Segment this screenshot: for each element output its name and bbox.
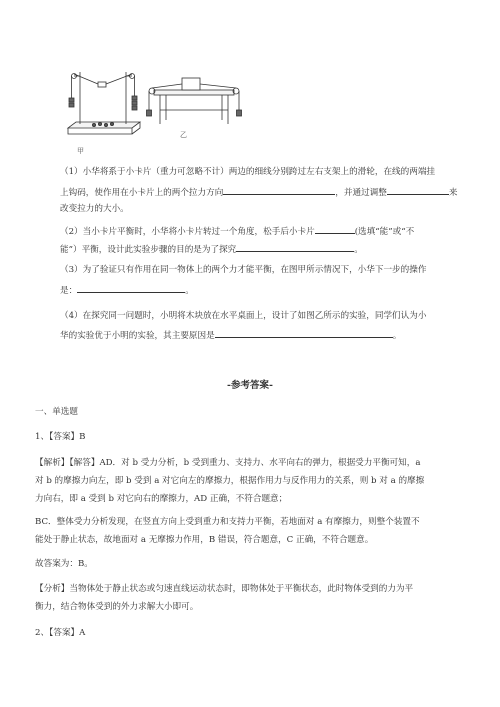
q3-line1: （3）为了验证只有作用在同一物体上的两个力才能平衡，在图甲所示情况下，小华下一步的操作 bbox=[60, 265, 427, 275]
q1-line3: 改变拉力的大小。 bbox=[60, 204, 129, 214]
q3-blank bbox=[77, 283, 185, 293]
section-title: 一、单选题 bbox=[35, 407, 78, 417]
answer-1-p1-l2: 对 b 的摩擦力向左，即 b 受到 a 对它向左的摩擦力，根据作用力与反作用力的关系，则 b 对 a 的摩擦 bbox=[35, 476, 425, 486]
apparatus-yi bbox=[147, 78, 242, 124]
answer-1-p2-l2: 能处于静止状态，故地面对 a 无摩擦力作用，B 错误，符合题意，C 正确，不符合题意。 bbox=[35, 535, 374, 545]
q4-blank bbox=[215, 328, 393, 338]
answer-1-p4-l2: 衡力，结合物体受到的外力求解大小即可。 bbox=[35, 602, 199, 612]
q2-blank-2 bbox=[236, 242, 354, 252]
q2-line1: （2）当小卡片平衡时，小华将小卡片转过一个角度，松手后小卡片 (选填“能”或“不 bbox=[60, 224, 460, 238]
q1-line1: （1）小华将系于小卡片（重力可忽略不计）两边的细线分别跨过左右支架上的滑轮，在线的两端挂 bbox=[60, 167, 436, 177]
answer-1-p3: 故答案为：B。 bbox=[35, 559, 93, 569]
q1-blank-2 bbox=[387, 185, 449, 195]
answer-1-p2-l1: BC．整体受力分析发现，在竖直方向上受到重力和支持力平衡，若地面对 a 有摩擦力，则整个装置不 bbox=[35, 517, 420, 527]
q4-line1: （4）在探究同一问题时，小明将木块放在水平桌面上，设计了如图乙所示的实验，同学们认为小 bbox=[60, 311, 427, 321]
figure-label-yi: 乙 bbox=[180, 131, 187, 139]
answer-1-p1-l1: 【解析】【解答】AD．对 b 受力分析，b 受到重力、支持力、水平向右的弹力，根据受力平衡可知，a bbox=[35, 458, 421, 468]
q4-line2: 华的实验优于小明的实验，其主要原因是 。 bbox=[60, 328, 460, 342]
q2-blank-1 bbox=[315, 224, 355, 234]
answer-1-p4-l1: 【分析】当物体处于静止状态或匀速直线运动状态时，即物体处于平衡状态，此时物体受到的力为平 bbox=[35, 584, 414, 594]
answer-1-head: 1、【答案】B bbox=[35, 432, 86, 442]
experiment-figure bbox=[60, 58, 250, 158]
answer-1-p1-l3: 力向右，即 a 受到 b 对它向右的摩擦力，AD 正确，不符合题意； bbox=[35, 494, 288, 504]
answer-2-head: 2、【答案】A bbox=[35, 628, 86, 638]
apparatus-jia bbox=[68, 72, 140, 134]
answer-title: -参考答案- bbox=[227, 380, 273, 391]
q1-line2: 上钩码，使作用在小卡片上的两个拉力方向 ，并通过调整 来 bbox=[60, 185, 460, 199]
q2-line2: 能”）平衡，设计此实验步骤的目的是为了探究 。 bbox=[60, 242, 460, 256]
figure-label-jia: 甲 bbox=[77, 147, 84, 155]
q3-line2: 是： 。 bbox=[60, 283, 460, 297]
q1-blank-1 bbox=[223, 185, 335, 195]
